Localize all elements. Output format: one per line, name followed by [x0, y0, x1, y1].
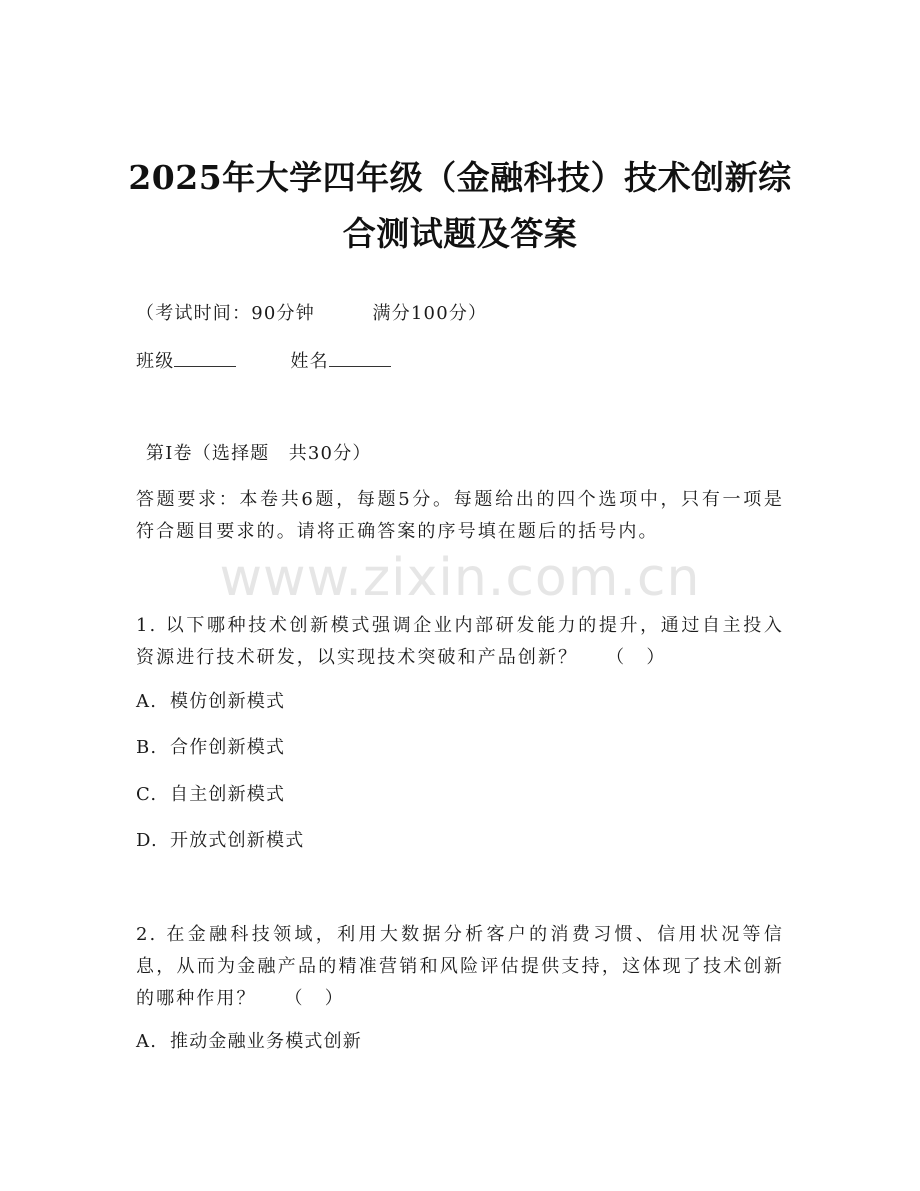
option-letter: A.: [136, 1031, 158, 1052]
option-letter: C.: [136, 784, 158, 805]
question-1-option-b: [136, 732, 786, 764]
name-label: 姓名: [290, 351, 329, 372]
question-1-text: 1. 以下哪种技术创新模式强调企业内部研发能力的提升，通过自主投入资源进行技术研发，以实现技术突破和产品创新？ （ ）: [136, 615, 784, 668]
class-blank: [174, 348, 236, 367]
option-letter: A.: [136, 691, 158, 712]
option-text: 模仿创新模式: [170, 691, 286, 712]
document-title: [120, 150, 800, 262]
option-letter: D.: [136, 830, 158, 851]
class-label: 班级: [136, 351, 175, 372]
instructions: 答题要求：本卷共6题，每题5分。每题给出的四个选项中，只有一项是符合题目要求的。请将正确答案的序号填在题后的括号内。: [136, 489, 784, 542]
name-blank: [329, 348, 391, 367]
watermark: www.zixin.com.cn: [219, 548, 701, 608]
exam-info: （考试时间：90分钟 满分100分）: [136, 303, 488, 324]
title-line-2: 合测试题及答案: [342, 214, 578, 253]
option-text: 合作创新模式: [170, 737, 286, 758]
question-2-text: 2. 在金融科技领域，利用大数据分析客户的消费习惯、信用状况等信息，从而为金融产品的精准营销和风险评估提供支持，这体现了技术创新的哪种作用？ （ ）: [136, 924, 784, 1009]
section-title: 第Ⅰ卷（选择题 共30分）: [146, 443, 372, 464]
option-text: 开放式创新模式: [170, 830, 305, 851]
question-2-option-a: [136, 1026, 786, 1058]
option-text: 自主创新模式: [170, 784, 286, 805]
title-line-1: 2025年大学四年级（金融科技）技术创新综: [128, 158, 792, 197]
question-1-option-c: [136, 779, 786, 811]
option-text: 推动金融业务模式创新: [170, 1031, 362, 1052]
student-info-row: [136, 346, 786, 378]
option-letter: B.: [136, 737, 158, 758]
question-1-option-a: [136, 686, 786, 718]
question-1-option-d: [136, 825, 786, 857]
